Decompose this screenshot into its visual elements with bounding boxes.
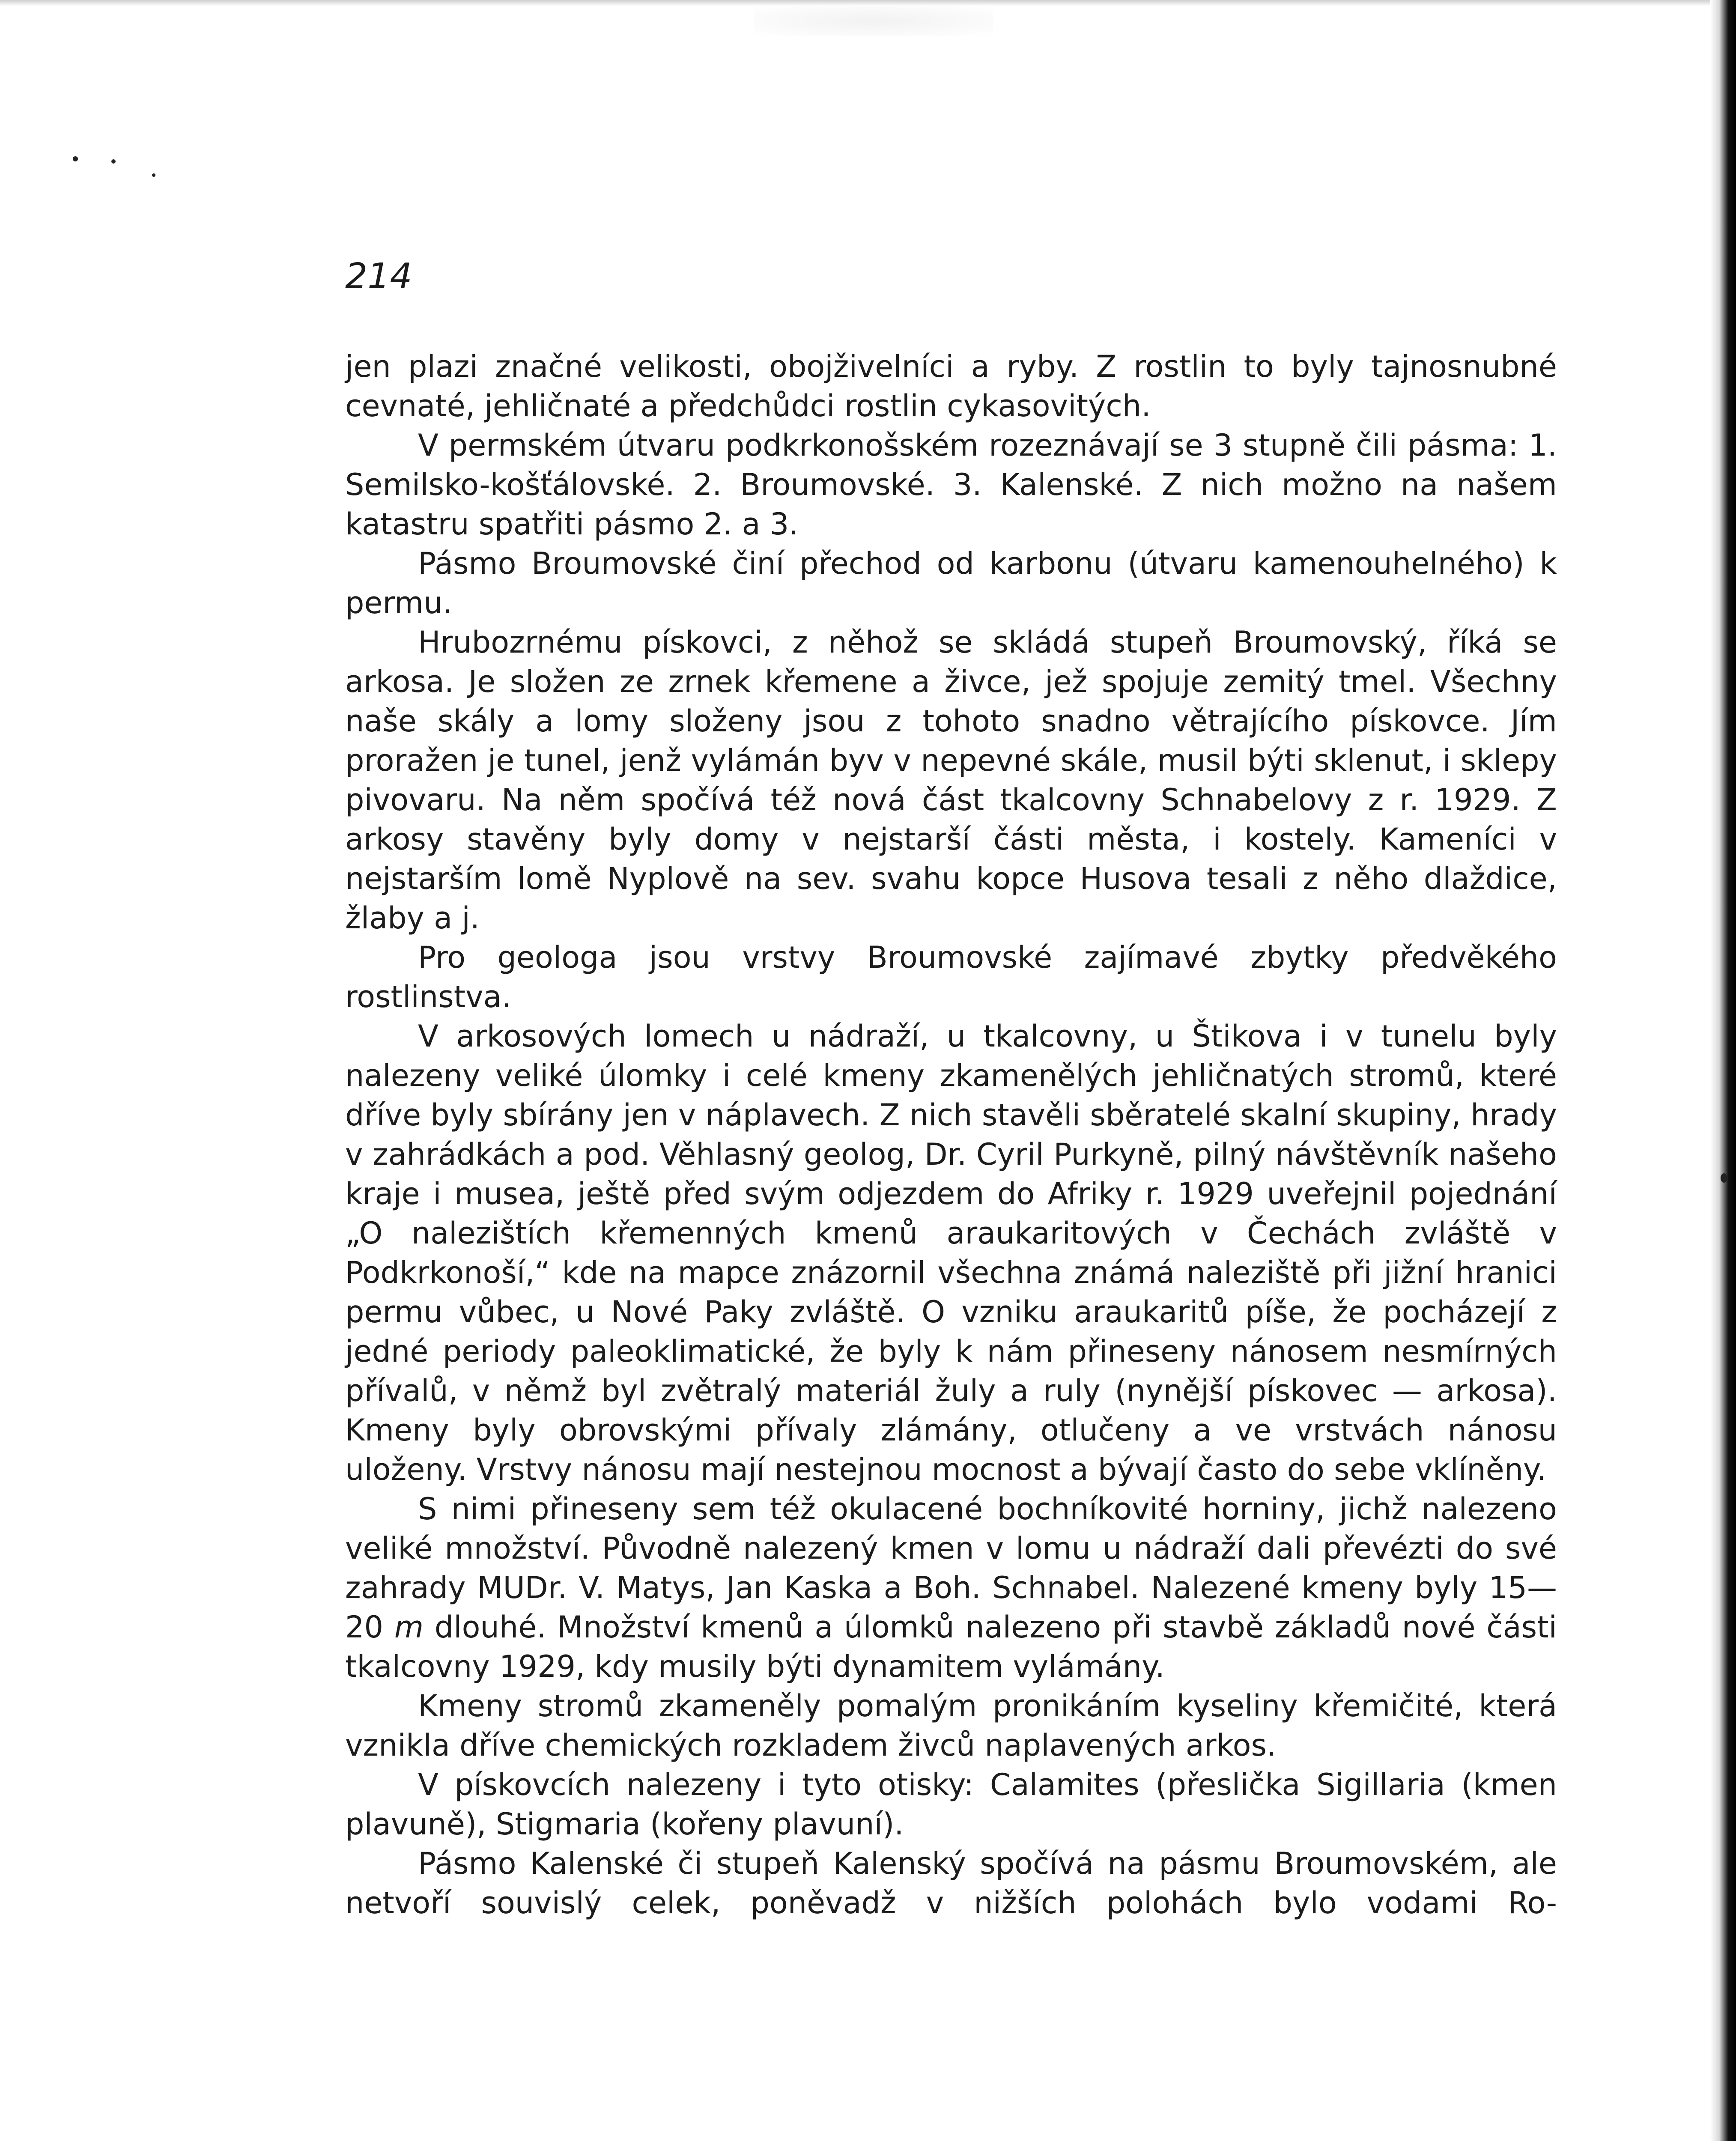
body-text bbox=[345, 347, 1557, 1923]
show-through-smudge bbox=[754, 6, 993, 36]
paragraph: Kmeny stromů zkameněly pomalým pronikáním kyseliny křemičité, která vznikla dříve chemických rozkladem živců naplavených arkos. bbox=[345, 1688, 1557, 1763]
paragraph: Pro geologa jsou vrstvy Broumovské zajímavé zbytky předvěkého rostlinstva. bbox=[345, 940, 1557, 1014]
page-top-edge bbox=[0, 0, 1736, 6]
paragraph: Pásmo Broumovské činí přechod od karbonu (útvaru kamenouhelného) k permu. bbox=[345, 546, 1557, 620]
paragraph-text: dlouhé. Množství kmenů a úlomků nalezeno při stavbě základů nové části tkalcovny 1929, kdy musily býti dynamitem vylámány. bbox=[345, 1610, 1557, 1684]
page-right-edge bbox=[1710, 0, 1736, 2141]
speck-mark bbox=[1721, 1173, 1727, 1183]
unit-italic: m bbox=[394, 1610, 424, 1645]
paragraph: V arkosových lomech u nádraží, u tkalcovny, u Štikova i v tunelu byly nalezeny veliké úlomky i celé kmeny zkamenělých jehličnatých stromů, které dříve byly sbírány jen v náplavech. Z nich stavěli sběratelé skalní skupiny, hrady v zahrádkách a pod. Věhlasný geolog, Dr. Cyril Purkyně, pilný návštěvník našeho kraje i musea, ještě před svým odjezdem do Afriky r. 1929 uveřejnil pojednání „O nalezištích křemenných kmenů araukaritových v Čechách zvláště v Podkrkonoší,“ kde na mapce znázornil všechna známá naleziště při jižní hranici permu vůbec, u Nové Paky zvláště. O vzniku araukaritů píše, že pocházejí z jedné periody paleoklimatické, že byly k nám přineseny nánosem nesmírných přívalů, v němž byl zvětralý materiál žuly a ruly (nynější pískovec — arkosa). Kmeny byly obrovskými přívaly zlámány, otlučeny a ve vrstvách nánosu uloženy. Vrstvy nánosu mají nestejnou mocnost a bývají často do sebe vklíněny. bbox=[345, 1019, 1557, 1487]
speck-mark bbox=[111, 159, 116, 164]
speck-mark bbox=[152, 173, 155, 177]
paragraph bbox=[345, 1489, 1557, 1686]
page-number: 214 bbox=[345, 256, 412, 297]
speck-mark bbox=[73, 156, 78, 161]
paragraph: Hrubozrnému pískovci, z něhož se skládá stupeň Broumovský, říká se arkosa. Je složen ze zrnek křemene a živce, jež spojuje zemitý tmel. Všechny naše skály a lomy složeny jsou z tohoto snadno větrajícího pískovce. Jím proražen je tunel, jenž vylámán byv v nepevné skále, musil býti sklenut, i sklepy pivovaru. Na něm spočívá též nová část tkalcovny Schnabelovy z r. 1929. Z arkosy stavěny byly domy v nejstarší části města, i kostely. Kameníci v nejstarším lomě Nyplově na sev. svahu kopce Husova tesali z něho dlaždice, žlaby a j. bbox=[345, 625, 1557, 936]
paragraph-text: S nimi přineseny sem též okulacené bochníkovité horniny, jichž nalezeno veliké množství. Původně nalezený kmen v lomu u nádraží dali převézti do své zahrady MUDr. V. Matys, Jan Kaska a Boh. Schnabel. Nalezené kmeny byly 15—20 bbox=[345, 1491, 1557, 1645]
paragraph: Pásmo Kalenské či stupeň Kalenský spočívá na pásmu Broumovském, ale netvoří souvislý celek, poněvadž v nižších polohách bylo vodami Ro- bbox=[345, 1846, 1557, 1920]
paragraph: jen plazi značné velikosti, obojživelníci a ryby. Z rostlin to byly tajnosnubné cevnaté, jehličnaté a předchůdci rostlin cykasovitých. bbox=[345, 349, 1557, 423]
paragraph: V pískovcích nalezeny i tyto otisky: Calamites (přeslička Sigillaria (kmen plavuně), Stigmaria (kořeny plavuní). bbox=[345, 1767, 1557, 1842]
paragraph: V permském útvaru podkrkonošském rozeznávají se 3 stupně čili pásma: 1. Semilsko-košťálovské. 2. Broumovské. 3. Kalenské. Z nich možno na našem katastru spatřiti pásmo 2. a 3. bbox=[345, 428, 1557, 542]
